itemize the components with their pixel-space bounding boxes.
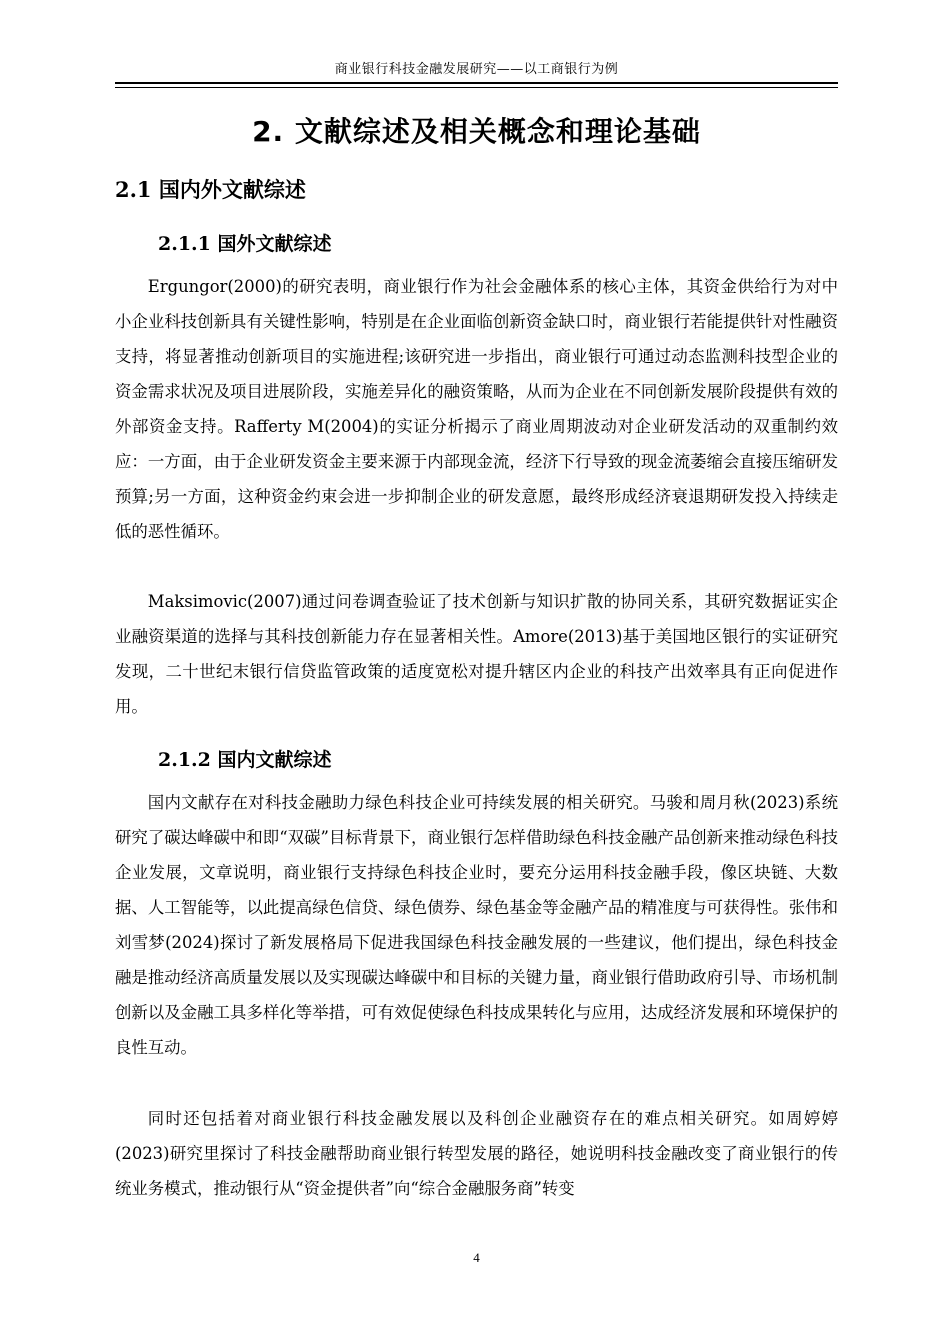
- chapter-title: 2. 文献综述及相关概念和理论基础: [252, 115, 701, 148]
- paragraph-domestic-2: 同时还包括着对商业银行科技金融发展以及科创企业融资存在的难点相关研究。如周婷婷(2023)研究里探讨了科技金融帮助商业银行转型发展的路径，她说明科技金融改变了商业银行的传统业务模式，推动银行从“资金提供者”向“综合金融服务商”转变: [115, 1109, 838, 1198]
- paragraph-domestic-1: 国内文献存在对科技金融助力绿色科技企业可持续发展的相关研究。马骏和周月秋(2023)系统研究了碳达峰碳中和即“双碳”目标背景下，商业银行怎样借助绿色科技金融产品创新来推动绿色科技企业发展，文章说明，商业银行支持绿色科技企业时，要充分运用科技金融手段，像区块链、大数据、人工智能等，以此提高绿色信贷、绿色债券、绿色基金等金融产品的精准度与可获得性。张伟和刘雪梦(2024)探讨了新发展格局下促进我国绿色科技金融发展的一些建议，他们提出，绿色科技金融是推动经济高质量发展以及实现碳达峰碳中和目标的关键力量，商业银行借助政府引导、市场机制创新以及金融工具多样化等举措，可有效促使绿色科技成果转化与应用，达成经济发展和环境保护的良性互动。: [115, 793, 838, 1057]
- paragraph-foreign-1: Ergungor(2000)的研究表明，商业银行作为社会金融体系的核心主体，其资金供给行为对中小企业科技创新具有关键性影响，特别是在企业面临创新资金缺口时，商业银行若能提供针对性融资支持，将显著推动创新项目的实施进程;该研究进一步指出，商业银行可通过动态监测科技型企业的资金需求状况及项目进展阶段，实施差异化的融资策略，从而为企业在不同创新发展阶段提供有效的外部资金支持。Rafferty M(2004)的实证分析揭示了商业周期波动对企业研发活动的双重制约效应：一方面，由于企业研发资金主要来源于内部现金流，经济下行导致的现金流萎缩会直接压缩研发预算;另一方面，这种资金约束会进一步抑制企业的研发意愿，最终形成经济衰退期研发投入持续走低的恶性循环。: [115, 277, 838, 541]
- section-title-2-1: 2.1 国内外文献综述: [115, 177, 306, 202]
- header-rule-thick: [115, 82, 838, 84]
- header-rule-thin: [115, 87, 838, 88]
- paragraph-foreign-2: Maksimovic(2007)通过问卷调查验证了技术创新与知识扩散的协同关系，其研究数据证实企业融资渠道的选择与其科技创新能力存在显著相关性。Amore(2013)基于美国地区银行的实证研究发现，二十世纪末银行信贷监管政策的适度宽松对提升辖区内企业的科技产出效率具有正向促进作用。: [115, 592, 838, 716]
- page-number: 4: [473, 1250, 480, 1265]
- subsection-title-2-1-2: 2.1.2 国内文献综述: [158, 749, 332, 771]
- subsection-title-2-1-1: 2.1.1 国外文献综述: [158, 233, 332, 255]
- running-header: 商业银行科技金融发展研究——以工商银行为例: [334, 62, 619, 77]
